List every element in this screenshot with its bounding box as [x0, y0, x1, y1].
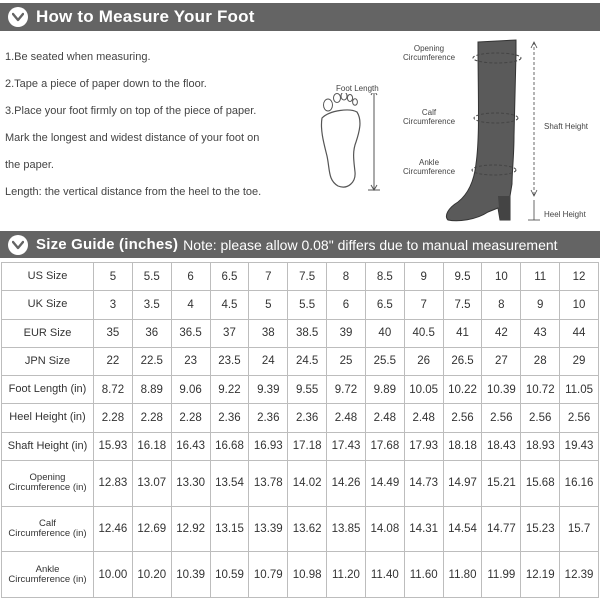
- table-cell: 2.48: [365, 404, 404, 432]
- row-header: [2, 506, 94, 552]
- table-cell: 38.5: [288, 319, 327, 347]
- table-cell: 13.85: [327, 506, 366, 552]
- table-cell: 15.68: [521, 460, 560, 506]
- chevron-down-icon: [8, 235, 28, 255]
- table-cell: 11.20: [327, 552, 366, 598]
- table-cell: 18.43: [482, 432, 521, 460]
- table-cell: 17.43: [327, 432, 366, 460]
- table-cell: 42: [482, 319, 521, 347]
- table-cell: 6.5: [210, 263, 249, 291]
- table-cell: 38: [249, 319, 288, 347]
- table-cell: 12.39: [560, 552, 599, 598]
- table-cell: 2.36: [288, 404, 327, 432]
- table-row: [2, 460, 599, 506]
- table-cell: 3: [94, 291, 133, 319]
- table-cell: 13.54: [210, 460, 249, 506]
- table-cell: 16.93: [249, 432, 288, 460]
- row-header-line: Ankle: [35, 563, 60, 575]
- table-cell: 37: [210, 319, 249, 347]
- table-cell: 10.39: [482, 376, 521, 404]
- size-guide-title: Size Guide (inches): [36, 236, 179, 253]
- table-row: [2, 291, 599, 319]
- table-row: [2, 319, 599, 347]
- ankle-circumference-label: Ankle Circumference: [403, 158, 456, 176]
- boot-outline-icon: [398, 36, 598, 226]
- table-cell: 8.5: [365, 263, 404, 291]
- table-cell: 13.62: [288, 506, 327, 552]
- table-cell: 8: [482, 291, 521, 319]
- table-cell: 39: [327, 319, 366, 347]
- table-cell: 36: [132, 319, 171, 347]
- table-cell: 10: [560, 291, 599, 319]
- table-cell: 2.56: [443, 404, 482, 432]
- table-cell: 24: [249, 347, 288, 375]
- table-cell: 9.89: [365, 376, 404, 404]
- table-cell: 23: [171, 347, 210, 375]
- table-cell: 13.39: [249, 506, 288, 552]
- table-cell: 16.43: [171, 432, 210, 460]
- instruction-line: 2.Tape a piece of paper down to the floor.: [5, 78, 207, 90]
- instructions: [5, 46, 305, 208]
- table-cell: 10.20: [132, 552, 171, 598]
- table-cell: 18.93: [521, 432, 560, 460]
- table-cell: 2.28: [132, 404, 171, 432]
- table-cell: 44: [560, 319, 599, 347]
- table-cell: 9.55: [288, 376, 327, 404]
- table-cell: 10: [482, 263, 521, 291]
- table-cell: 13.15: [210, 506, 249, 552]
- row-header-line: Calf: [39, 517, 56, 529]
- table-cell: 8.89: [132, 376, 171, 404]
- calf-circumference-label: Calf Circumference: [403, 108, 456, 126]
- size-table: [1, 262, 599, 598]
- table-cell: 9: [404, 263, 443, 291]
- table-cell: 24.5: [288, 347, 327, 375]
- table-cell: 10.05: [404, 376, 443, 404]
- instruction-line: the paper.: [5, 159, 54, 171]
- table-cell: 29: [560, 347, 599, 375]
- table-cell: 2.48: [327, 404, 366, 432]
- table-cell: 22: [94, 347, 133, 375]
- row-header: EUR Size: [2, 319, 94, 347]
- table-cell: 15.23: [521, 506, 560, 552]
- table-cell: 9: [521, 291, 560, 319]
- opening-circumference-label: Opening Circumference: [403, 44, 456, 62]
- table-cell: 23.5: [210, 347, 249, 375]
- table-cell: 4.5: [210, 291, 249, 319]
- measure-header-banner: [0, 3, 600, 31]
- table-row: [2, 432, 599, 460]
- row-header: JPN Size: [2, 347, 94, 375]
- table-cell: 2.56: [521, 404, 560, 432]
- table-cell: 2.28: [171, 404, 210, 432]
- table-cell: 16.16: [560, 460, 599, 506]
- table-cell: 11.60: [404, 552, 443, 598]
- table-cell: 14.49: [365, 460, 404, 506]
- instruction-line: Mark the longest and widest distance of your foot on: [5, 132, 260, 144]
- table-cell: 2.56: [560, 404, 599, 432]
- size-guide-banner: [0, 231, 600, 258]
- foot-outline-icon: [312, 80, 392, 195]
- table-cell: 15.7: [560, 506, 599, 552]
- row-header: Foot Length (in): [2, 376, 94, 404]
- table-cell: 12.46: [94, 506, 133, 552]
- table-cell: 14.77: [482, 506, 521, 552]
- table-cell: 7: [249, 263, 288, 291]
- table-cell: 14.26: [327, 460, 366, 506]
- table-cell: 10.22: [443, 376, 482, 404]
- chevron-down-icon: [8, 7, 28, 27]
- instruction-line: 1.Be seated when measuring.: [5, 51, 151, 63]
- table-cell: 14.54: [443, 506, 482, 552]
- table-cell: 43: [521, 319, 560, 347]
- table-cell: 17.68: [365, 432, 404, 460]
- table-cell: 3.5: [132, 291, 171, 319]
- table-cell: 12.92: [171, 506, 210, 552]
- table-cell: 11.99: [482, 552, 521, 598]
- table-cell: 5.5: [132, 263, 171, 291]
- table-cell: 10.79: [249, 552, 288, 598]
- row-header-line: Circumference (in): [8, 527, 87, 539]
- table-row: [2, 376, 599, 404]
- table-cell: 13.78: [249, 460, 288, 506]
- table-cell: 14.08: [365, 506, 404, 552]
- table-cell: 14.73: [404, 460, 443, 506]
- table-cell: 12: [560, 263, 599, 291]
- table-cell: 17.18: [288, 432, 327, 460]
- table-cell: 19.43: [560, 432, 599, 460]
- table-cell: 7.5: [288, 263, 327, 291]
- size-guide-note: Note: please allow 0.08" differs due to manual measurement: [183, 236, 558, 253]
- table-cell: 25: [327, 347, 366, 375]
- table-cell: 9.22: [210, 376, 249, 404]
- table-cell: 7: [404, 291, 443, 319]
- foot-length-label: Foot Length: [336, 84, 379, 93]
- table-row: [2, 263, 599, 291]
- table-cell: 16.18: [132, 432, 171, 460]
- row-header-line: Opening: [29, 472, 66, 484]
- table-cell: 26: [404, 347, 443, 375]
- table-cell: 41: [443, 319, 482, 347]
- row-header: Shaft Height (in): [2, 432, 94, 460]
- table-cell: 2.28: [94, 404, 133, 432]
- boot-diagram: [398, 36, 598, 226]
- table-cell: 11.05: [560, 376, 599, 404]
- table-cell: 27: [482, 347, 521, 375]
- table-cell: 12.19: [521, 552, 560, 598]
- table-cell: 16.68: [210, 432, 249, 460]
- table-cell: 36.5: [171, 319, 210, 347]
- table-cell: 13.30: [171, 460, 210, 506]
- table-cell: 2.36: [210, 404, 249, 432]
- table-cell: 12.69: [132, 506, 171, 552]
- table-cell: 9.72: [327, 376, 366, 404]
- table-cell: 6: [327, 291, 366, 319]
- table-cell: 6.5: [365, 291, 404, 319]
- table-cell: 40: [365, 319, 404, 347]
- table-cell: 2.36: [249, 404, 288, 432]
- table-cell: 7.5: [443, 291, 482, 319]
- table-cell: 5: [249, 291, 288, 319]
- table-cell: 14.97: [443, 460, 482, 506]
- table-cell: 40.5: [404, 319, 443, 347]
- table-cell: 28: [521, 347, 560, 375]
- shaft-height-label: Shaft Height: [544, 122, 589, 131]
- table-cell: 5: [94, 263, 133, 291]
- table-cell: 15.93: [94, 432, 133, 460]
- table-cell: 13.07: [132, 460, 171, 506]
- table-cell: 6: [171, 263, 210, 291]
- table-cell: 10.39: [171, 552, 210, 598]
- heel-height-label: Heel Height: [544, 210, 586, 219]
- table-cell: 8: [327, 263, 366, 291]
- table-cell: 17.93: [404, 432, 443, 460]
- row-header: UK Size: [2, 291, 94, 319]
- table-cell: 14.31: [404, 506, 443, 552]
- row-header: [2, 552, 94, 598]
- table-cell: 9.39: [249, 376, 288, 404]
- row-header-line: Circumference (in): [8, 482, 87, 494]
- table-row: [2, 347, 599, 375]
- table-row: [2, 552, 599, 598]
- row-header: US Size: [2, 263, 94, 291]
- table-row: [2, 404, 599, 432]
- table-cell: 35: [94, 319, 133, 347]
- table-cell: 22.5: [132, 347, 171, 375]
- table-cell: 10.00: [94, 552, 133, 598]
- table-cell: 26.5: [443, 347, 482, 375]
- table-cell: 11.80: [443, 552, 482, 598]
- table-cell: 8.72: [94, 376, 133, 404]
- table-cell: 9.5: [443, 263, 482, 291]
- table-cell: 2.56: [482, 404, 521, 432]
- table-cell: 12.83: [94, 460, 133, 506]
- instruction-line: 3.Place your foot firmly on top of the piece of paper.: [5, 105, 257, 117]
- table-cell: 10.98: [288, 552, 327, 598]
- table-cell: 2.48: [404, 404, 443, 432]
- table-cell: 18.18: [443, 432, 482, 460]
- table-cell: 15.21: [482, 460, 521, 506]
- instruction-line: Length: the vertical distance from the heel to the toe.: [5, 186, 262, 198]
- measure-title: How to Measure Your Foot: [36, 7, 255, 26]
- table-cell: 9.06: [171, 376, 210, 404]
- table-row: [2, 506, 599, 552]
- foot-diagram: [312, 80, 392, 195]
- table-cell: 11.40: [365, 552, 404, 598]
- table-cell: 14.02: [288, 460, 327, 506]
- row-header: [2, 460, 94, 506]
- table-cell: 5.5: [288, 291, 327, 319]
- table-cell: 10.59: [210, 552, 249, 598]
- table-cell: 11: [521, 263, 560, 291]
- table-cell: 4: [171, 291, 210, 319]
- row-header-line: Circumference (in): [8, 573, 87, 585]
- table-cell: 25.5: [365, 347, 404, 375]
- table-cell: 10.72: [521, 376, 560, 404]
- row-header: Heel Height (in): [2, 404, 94, 432]
